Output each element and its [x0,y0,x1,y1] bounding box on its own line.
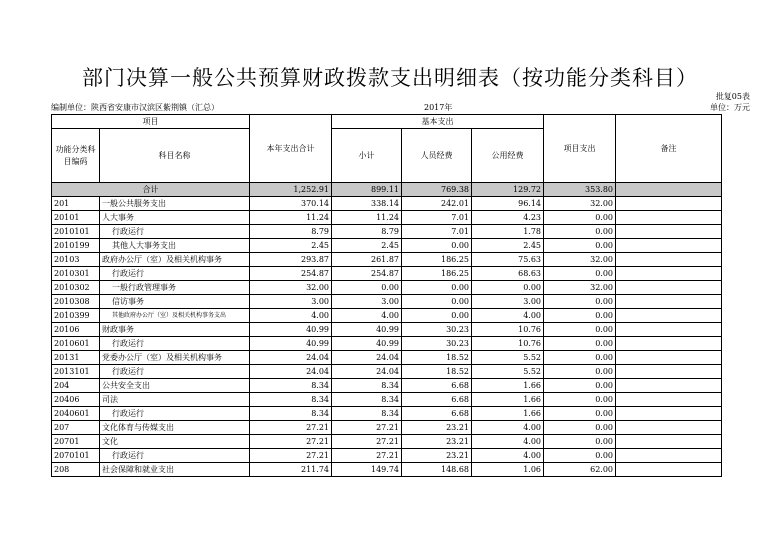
row-subtotal: 254.87 [332,267,402,281]
row-name: 一般行政管理事务 [100,281,250,295]
header-subtotal: 小计 [332,129,402,183]
table-row [52,239,722,253]
row-personnel: 23.21 [402,421,472,435]
header-total: 本年支出合计 [250,115,332,183]
row-public: 2.45 [472,239,544,253]
row-remark [616,365,722,379]
table-row [52,295,722,309]
row-personnel: 23.21 [402,435,472,449]
row-public: 4.00 [472,435,544,449]
table-row [52,421,722,435]
row-subtotal: 2.45 [332,239,402,253]
table-row [52,211,722,225]
total-row [52,183,722,197]
row-code: 20131 [52,351,100,365]
row-subtotal: 338.14 [332,197,402,211]
row-name: 行政运行 [100,449,250,463]
organization-label: 编制单位：陕西省安康市汉滨区紫荆镇（汇总） [51,103,219,112]
row-subtotal: 27.21 [332,435,402,449]
row-project: 0.00 [544,435,616,449]
row-code: 2010308 [52,295,100,309]
row-total: 4.00 [250,309,332,323]
row-subtotal: 24.04 [332,365,402,379]
row-remark [616,421,722,435]
row-code: 208 [52,463,100,477]
row-subtotal: 261.87 [332,253,402,267]
row-code: 201 [52,197,100,211]
row-public: 68.63 [472,267,544,281]
row-code: 20101 [52,211,100,225]
row-project: 0.00 [544,309,616,323]
row-public: 0.00 [472,281,544,295]
row-personnel: 6.68 [402,393,472,407]
header-code: 功能分类科目编码 [52,129,100,183]
row-total: 24.04 [250,365,332,379]
header-public: 公用经费 [472,129,544,183]
total-amount: 1,252.91 [250,183,332,197]
row-name: 公共安全支出 [100,379,250,393]
row-personnel: 7.01 [402,225,472,239]
row-remark [616,393,722,407]
row-remark [616,281,722,295]
row-public: 5.52 [472,351,544,365]
row-subtotal: 27.21 [332,449,402,463]
row-project: 32.00 [544,281,616,295]
table-row [52,267,722,281]
row-project: 0.00 [544,267,616,281]
total-personnel: 769.38 [402,183,472,197]
row-remark [616,239,722,253]
row-remark [616,211,722,225]
row-total: 2.45 [250,239,332,253]
row-public: 1.78 [472,225,544,239]
header-basic: 基本支出 [332,115,544,129]
row-total: 40.99 [250,323,332,337]
row-personnel: 6.68 [402,407,472,421]
row-name: 其他政府办公厅（室）及相关机构事务支出 [100,309,250,323]
row-code: 2013101 [52,365,100,379]
row-code: 2010199 [52,239,100,253]
row-code: 20701 [52,435,100,449]
total-project: 353.80 [544,183,616,197]
row-name: 行政运行 [100,337,250,351]
row-total: 8.79 [250,225,332,239]
header-personnel: 人员经费 [402,129,472,183]
row-name: 财政事务 [100,323,250,337]
table-row [52,365,722,379]
row-subtotal: 8.34 [332,407,402,421]
row-remark [616,225,722,239]
row-project: 0.00 [544,337,616,351]
row-personnel: 18.52 [402,351,472,365]
row-code: 207 [52,421,100,435]
row-project: 0.00 [544,295,616,309]
row-public: 4.23 [472,211,544,225]
row-remark [616,351,722,365]
row-code: 2010399 [52,309,100,323]
row-total: 27.21 [250,449,332,463]
row-name: 行政运行 [100,365,250,379]
row-subtotal: 8.34 [332,379,402,393]
table-row [52,379,722,393]
row-remark [616,267,722,281]
row-project: 0.00 [544,225,616,239]
row-personnel: 23.21 [402,449,472,463]
row-name: 信访事务 [100,295,250,309]
row-code: 2010601 [52,337,100,351]
row-public: 1.66 [472,379,544,393]
row-name: 一般公共服务支出 [100,197,250,211]
row-code: 2010302 [52,281,100,295]
row-project: 62.00 [544,463,616,477]
row-public: 10.76 [472,337,544,351]
row-personnel: 30.23 [402,337,472,351]
row-name: 人大事务 [100,211,250,225]
table-row [52,351,722,365]
row-name: 文化体育与传媒支出 [100,421,250,435]
row-project: 32.00 [544,253,616,267]
row-project: 0.00 [544,421,616,435]
row-remark [616,463,722,477]
row-public: 1.06 [472,463,544,477]
row-total: 24.04 [250,351,332,365]
row-subtotal: 4.00 [332,309,402,323]
row-code: 2010101 [52,225,100,239]
row-public: 1.66 [472,393,544,407]
row-total: 27.21 [250,435,332,449]
row-subtotal: 24.04 [332,351,402,365]
row-subtotal: 40.99 [332,323,402,337]
form-number: 批复05表 [715,92,750,101]
row-remark [616,295,722,309]
row-remark [616,309,722,323]
row-remark [616,253,722,267]
row-subtotal: 8.34 [332,393,402,407]
row-total: 211.74 [250,463,332,477]
row-total: 8.34 [250,407,332,421]
row-name: 行政运行 [100,225,250,239]
row-project: 0.00 [544,211,616,225]
table-row [52,281,722,295]
row-personnel: 0.00 [402,239,472,253]
row-project: 32.00 [544,197,616,211]
row-name: 政府办公厅（室）及相关机构事务 [100,253,250,267]
row-public: 3.00 [472,295,544,309]
row-total: 8.34 [250,393,332,407]
row-personnel: 30.23 [402,323,472,337]
row-subtotal: 40.99 [332,337,402,351]
total-subtotal: 899.11 [332,183,402,197]
row-personnel: 242.01 [402,197,472,211]
row-code: 20106 [52,323,100,337]
row-total: 293.87 [250,253,332,267]
row-public: 96.14 [472,197,544,211]
row-personnel: 0.00 [402,295,472,309]
table-row [52,393,722,407]
table-row [52,197,722,211]
row-project: 0.00 [544,449,616,463]
row-personnel: 0.00 [402,309,472,323]
row-code: 20103 [52,253,100,267]
row-public: 4.00 [472,421,544,435]
row-remark [616,323,722,337]
row-remark [616,337,722,351]
row-subtotal: 3.00 [332,295,402,309]
row-project: 0.00 [544,393,616,407]
row-code: 204 [52,379,100,393]
row-personnel: 186.25 [402,253,472,267]
table-row [52,337,722,351]
row-project: 0.00 [544,407,616,421]
row-code: 2040601 [52,407,100,421]
row-project: 0.00 [544,365,616,379]
table-row [52,309,722,323]
header-remark: 备注 [616,115,722,183]
row-project: 0.00 [544,323,616,337]
row-total: 11.24 [250,211,332,225]
row-total: 8.34 [250,379,332,393]
row-public: 5.52 [472,365,544,379]
row-subtotal: 11.24 [332,211,402,225]
table-row [52,225,722,239]
row-personnel: 186.25 [402,267,472,281]
row-personnel: 148.68 [402,463,472,477]
row-subtotal: 27.21 [332,421,402,435]
table-row [52,323,722,337]
total-label: 合计 [52,183,250,197]
row-remark [616,197,722,211]
row-public: 1.66 [472,407,544,421]
row-public: 10.76 [472,323,544,337]
header-project: 项目 [52,115,250,129]
header-project-expenditure: 项目支出 [544,115,616,183]
row-remark [616,407,722,421]
row-name: 行政运行 [100,407,250,421]
total-public: 129.72 [472,183,544,197]
row-public: 4.00 [472,309,544,323]
page-title: 部门决算一般公共预算财政拨款支出明细表（按功能分类科目） [82,66,698,90]
row-subtotal: 0.00 [332,281,402,295]
row-personnel: 6.68 [402,379,472,393]
row-name: 社会保障和就业支出 [100,463,250,477]
row-code: 20406 [52,393,100,407]
row-total: 32.00 [250,281,332,295]
row-remark [616,449,722,463]
table-row [52,435,722,449]
year-label: 2017年 [424,103,453,112]
row-name: 司法 [100,393,250,407]
table-row [52,407,722,421]
row-name: 党委办公厅（室）及相关机构事务 [100,351,250,365]
row-total: 254.87 [250,267,332,281]
row-code: 2070101 [52,449,100,463]
row-personnel: 0.00 [402,281,472,295]
row-name: 其他人大事务支出 [100,239,250,253]
row-name: 文化 [100,435,250,449]
row-personnel: 18.52 [402,365,472,379]
table-row [52,253,722,267]
total-remark [616,183,722,197]
header-name: 科目名称 [100,129,250,183]
row-remark [616,379,722,393]
row-remark [616,435,722,449]
row-total: 40.99 [250,337,332,351]
row-code: 2010301 [52,267,100,281]
row-project: 0.00 [544,351,616,365]
row-public: 4.00 [472,449,544,463]
row-subtotal: 149.74 [332,463,402,477]
row-total: 3.00 [250,295,332,309]
expenditure-table [51,114,722,477]
table-row [52,463,722,477]
row-project: 0.00 [544,379,616,393]
row-total: 370.14 [250,197,332,211]
row-public: 75.63 [472,253,544,267]
unit-label: 单位：万元 [710,103,750,112]
row-name: 行政运行 [100,267,250,281]
row-project: 0.00 [544,239,616,253]
row-subtotal: 8.79 [332,225,402,239]
table-row [52,449,722,463]
row-personnel: 7.01 [402,211,472,225]
row-total: 27.21 [250,421,332,435]
